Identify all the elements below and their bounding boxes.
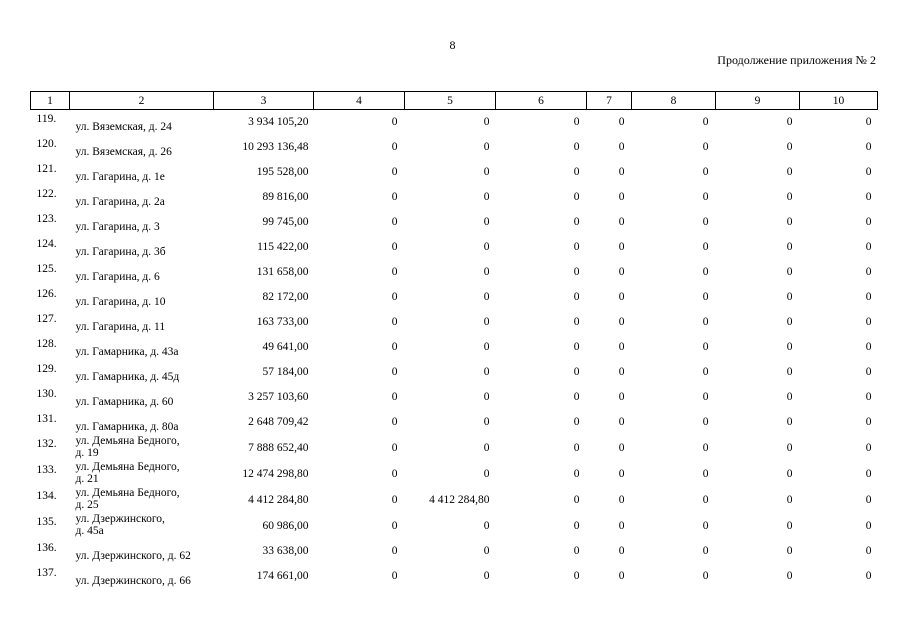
- cell-value-col-8: 0: [702, 391, 709, 403]
- cell-value-col-6: 0: [573, 191, 580, 203]
- cell-row-number: 124.: [36, 237, 57, 250]
- column-header-10: 10: [800, 92, 878, 110]
- cell-value-col-10: 0: [865, 316, 872, 328]
- cell-row-number: 120.: [36, 137, 57, 150]
- cell-value-col-5: 0: [483, 545, 490, 557]
- cell-amount-col-3: 3 257 103,60: [248, 391, 309, 403]
- cell-value-col-6: 0: [573, 366, 580, 378]
- cell-amount-col-3: 7 888 652,40: [248, 441, 309, 454]
- cell-value-col-4: 0: [391, 166, 398, 178]
- table-row: [31, 564, 878, 589]
- cell-value-col-9: 0: [786, 341, 793, 353]
- column-header-2: 2: [70, 92, 214, 110]
- cell-value-col-9: 0: [786, 519, 793, 532]
- cell-value-col-7: 0: [618, 216, 625, 228]
- cell-value-col-6: 0: [573, 467, 580, 480]
- table-row: [31, 285, 878, 310]
- cell-value-col-4: 0: [391, 116, 398, 129]
- cell-value-col-6: 0: [573, 519, 580, 532]
- cell-value-col-6: 0: [573, 341, 580, 353]
- cell-row-number: 137.: [36, 566, 57, 579]
- cell-value-col-5: 4 412 284,80: [429, 493, 490, 506]
- cell-value-col-9: 0: [786, 493, 793, 506]
- cell-row-number: 131.: [36, 412, 57, 425]
- column-header-6: 6: [496, 92, 587, 110]
- cell-amount-col-3: 33 638,00: [262, 545, 309, 557]
- cell-value-col-7: 0: [618, 316, 625, 328]
- column-header-5: 5: [405, 92, 496, 110]
- cell-amount-col-3: 89 816,00: [262, 191, 309, 203]
- cell-value-col-4: 0: [391, 141, 398, 153]
- cell-value-col-4: 0: [391, 191, 398, 203]
- cell-value-col-7: 0: [618, 519, 625, 532]
- cell-value-col-10: 0: [865, 441, 872, 454]
- cell-value-col-9: 0: [786, 467, 793, 480]
- cell-value-col-4: 0: [391, 341, 398, 353]
- cell-value-col-9: 0: [786, 216, 793, 228]
- cell-address: ул. Дзержинского, д. 66: [75, 574, 191, 587]
- cell-value-col-10: 0: [865, 341, 872, 353]
- cell-value-col-4: 0: [391, 316, 398, 328]
- cell-value-col-4: 0: [391, 570, 398, 582]
- cell-value-col-9: 0: [786, 441, 793, 454]
- cell-value-col-10: 0: [865, 166, 872, 178]
- cell-value-col-9: 0: [786, 316, 793, 328]
- cell-address: ул. Демьяна Бедного, д. 19: [75, 434, 180, 459]
- cell-row-number: 127.: [36, 312, 57, 325]
- cell-value-col-10: 0: [865, 519, 872, 532]
- cell-amount-col-3: 163 733,00: [256, 316, 309, 328]
- cell-value-col-6: 0: [573, 441, 580, 454]
- cell-amount-col-3: 195 528,00: [256, 166, 309, 178]
- cell-value-col-8: 0: [702, 266, 709, 278]
- cell-value-col-10: 0: [865, 141, 872, 153]
- cell-value-col-10: 0: [865, 416, 872, 428]
- cell-value-col-6: 0: [573, 266, 580, 278]
- cell-amount-col-3: 115 422,00: [257, 241, 309, 253]
- cell-value-col-7: 0: [618, 441, 625, 454]
- column-header-8: 8: [632, 92, 716, 110]
- table-body: [31, 110, 878, 589]
- cell-address: ул. Гамарника, д. 43а: [75, 345, 179, 358]
- cell-value-col-5: 0: [483, 416, 490, 428]
- cell-row-number: 136.: [36, 541, 57, 554]
- cell-value-col-7: 0: [618, 141, 625, 153]
- cell-value-col-7: 0: [618, 391, 625, 403]
- cell-amount-col-3: 131 658,00: [256, 266, 309, 278]
- cell-address: ул. Гамарника, д. 80а: [75, 420, 179, 433]
- cell-address: ул. Вяземская, д. 24: [75, 120, 172, 133]
- cell-value-col-8: 0: [702, 241, 709, 253]
- cell-amount-col-3: 12 474 298,80: [242, 467, 309, 480]
- cell-address: ул. Гагарина, д. 3: [75, 220, 160, 233]
- table-row: [31, 513, 878, 539]
- cell-amount-col-3: 82 172,00: [262, 291, 309, 303]
- cell-value-col-7: 0: [618, 266, 625, 278]
- cell-address: ул. Гамарника, д. 45д: [75, 370, 180, 383]
- cell-amount-col-3: 3 934 105,20: [248, 116, 309, 129]
- cell-value-col-8: 0: [702, 166, 709, 178]
- cell-value-col-9: 0: [786, 191, 793, 203]
- cell-value-col-10: 0: [865, 366, 872, 378]
- appendix-continuation-label: Продолжение приложения № 2: [717, 53, 876, 67]
- cell-value-col-5: 0: [483, 441, 490, 454]
- cell-address: ул. Гагарина, д. 3б: [75, 245, 166, 258]
- cell-value-col-9: 0: [786, 266, 793, 278]
- cell-value-col-10: 0: [865, 467, 872, 480]
- cell-address: ул. Гагарина, д. 11: [75, 320, 166, 333]
- cell-value-col-6: 0: [573, 416, 580, 428]
- cell-value-col-8: 0: [702, 141, 709, 153]
- cell-value-col-8: 0: [702, 570, 709, 582]
- cell-amount-col-3: 57 184,00: [262, 366, 309, 378]
- cell-value-col-5: 0: [483, 241, 490, 253]
- cell-address: ул. Гагарина, д. 6: [75, 270, 160, 283]
- cell-value-col-10: 0: [865, 266, 872, 278]
- cell-value-col-6: 0: [573, 141, 580, 153]
- cell-value-col-4: 0: [391, 416, 398, 428]
- cell-value-col-8: 0: [702, 291, 709, 303]
- cell-value-col-8: 0: [702, 441, 709, 454]
- table-row: [31, 410, 878, 435]
- cell-row-number: 125.: [36, 262, 57, 275]
- cell-value-col-4: 0: [391, 441, 398, 454]
- column-header-4: 4: [314, 92, 405, 110]
- cell-value-col-9: 0: [786, 291, 793, 303]
- cell-value-col-7: 0: [618, 366, 625, 378]
- cell-row-number: 123.: [36, 212, 57, 225]
- cell-address: ул. Гагарина, д. 10: [75, 295, 166, 308]
- cell-value-col-6: 0: [573, 316, 580, 328]
- cell-value-col-8: 0: [702, 493, 709, 506]
- cell-value-col-8: 0: [702, 316, 709, 328]
- cell-value-col-6: 0: [573, 166, 580, 178]
- cell-value-col-6: 0: [573, 241, 580, 253]
- cell-address: ул. Дзержинского, д. 45а: [75, 512, 165, 537]
- cell-value-col-10: 0: [865, 570, 872, 582]
- cell-value-col-4: 0: [391, 545, 398, 557]
- cell-value-col-6: 0: [573, 291, 580, 303]
- cell-value-col-5: 0: [483, 519, 490, 532]
- cell-value-col-9: 0: [786, 545, 793, 557]
- cell-amount-col-3: 174 661,00: [256, 570, 309, 582]
- table-row: [31, 360, 878, 385]
- cell-value-col-4: 0: [391, 391, 398, 403]
- cell-row-number: 134.: [36, 489, 57, 502]
- column-header-3: 3: [214, 92, 314, 110]
- cell-value-col-7: 0: [618, 166, 625, 178]
- table-row: [31, 461, 878, 487]
- cell-value-col-9: 0: [786, 166, 793, 178]
- cell-value-col-5: 0: [483, 391, 490, 403]
- cell-value-col-6: 0: [573, 116, 580, 129]
- cell-value-col-5: 0: [483, 216, 490, 228]
- cell-amount-col-3: 2 648 709,42: [248, 416, 309, 428]
- cell-row-number: 132.: [36, 437, 57, 450]
- cell-value-col-6: 0: [573, 391, 580, 403]
- cell-value-col-4: 0: [391, 493, 398, 506]
- cell-value-col-8: 0: [702, 467, 709, 480]
- table-row: [31, 260, 878, 285]
- cell-value-col-5: 0: [483, 266, 490, 278]
- cell-value-col-7: 0: [618, 341, 625, 353]
- cell-value-col-5: 0: [483, 316, 490, 328]
- cell-value-col-5: 0: [483, 467, 490, 480]
- cell-value-col-7: 0: [618, 241, 625, 253]
- cell-row-number: 122.: [36, 187, 57, 200]
- table-row: [31, 310, 878, 335]
- cell-row-number: 133.: [36, 463, 57, 476]
- cell-value-col-10: 0: [865, 216, 872, 228]
- table-row: [31, 110, 878, 135]
- table-row: [31, 539, 878, 564]
- cell-row-number: 129.: [36, 362, 57, 375]
- cell-amount-col-3: 99 745,00: [262, 216, 309, 228]
- cell-value-col-4: 0: [391, 291, 398, 303]
- cell-value-col-10: 0: [865, 391, 872, 403]
- cell-value-col-9: 0: [786, 416, 793, 428]
- table-row: [31, 185, 878, 210]
- cell-row-number: 119.: [36, 113, 57, 125]
- cell-value-col-10: 0: [865, 191, 872, 203]
- cell-value-col-4: 0: [391, 366, 398, 378]
- cell-value-col-9: 0: [786, 366, 793, 378]
- cell-address: ул. Демьяна Бедного, д. 21: [75, 460, 180, 485]
- cell-address: ул. Дзержинского, д. 62: [75, 549, 191, 562]
- cell-address: ул. Вяземская, д. 26: [75, 145, 172, 158]
- cell-row-number: 121.: [36, 162, 57, 175]
- cell-address: ул. Гагарина, д. 1е: [75, 170, 165, 183]
- column-header-7: 7: [587, 92, 632, 110]
- cell-value-col-7: 0: [618, 416, 625, 428]
- cell-row-number: 135.: [36, 515, 57, 528]
- cell-value-col-10: 0: [865, 291, 872, 303]
- cell-value-col-5: 0: [483, 116, 490, 129]
- cell-value-col-9: 0: [786, 116, 793, 129]
- cell-value-col-8: 0: [702, 116, 709, 129]
- cell-value-col-9: 0: [786, 241, 793, 253]
- cell-value-col-9: 0: [786, 570, 793, 582]
- cell-amount-col-3: 49 641,00: [262, 341, 309, 353]
- page-number: 8: [449, 38, 456, 52]
- cell-value-col-5: 0: [483, 166, 490, 178]
- cell-value-col-7: 0: [618, 291, 625, 303]
- cell-value-col-10: 0: [865, 116, 872, 129]
- cell-value-col-6: 0: [573, 570, 580, 582]
- cell-value-col-5: 0: [483, 191, 490, 203]
- cell-value-col-6: 0: [573, 216, 580, 228]
- cell-value-col-8: 0: [702, 519, 709, 532]
- table-row: [31, 385, 878, 410]
- table-row: [31, 487, 878, 513]
- cell-value-col-8: 0: [702, 191, 709, 203]
- cell-value-col-5: 0: [483, 570, 490, 582]
- cell-value-col-7: 0: [618, 570, 625, 582]
- cell-value-col-5: 0: [483, 341, 490, 353]
- cell-value-col-8: 0: [702, 416, 709, 428]
- cell-address: ул. Гагарина, д. 2а: [75, 195, 165, 208]
- cell-value-col-10: 0: [865, 241, 872, 253]
- cell-value-col-4: 0: [391, 519, 398, 532]
- table-row: [31, 135, 878, 160]
- cell-value-col-8: 0: [702, 216, 709, 228]
- cell-value-col-7: 0: [618, 467, 625, 480]
- cell-value-col-4: 0: [391, 216, 398, 228]
- cell-address: ул. Демьяна Бедного, д. 25: [75, 486, 180, 511]
- cell-value-col-7: 0: [618, 493, 625, 506]
- cell-value-col-5: 0: [483, 291, 490, 303]
- cell-value-col-10: 0: [865, 493, 872, 506]
- cell-value-col-4: 0: [391, 266, 398, 278]
- cell-value-col-10: 0: [865, 545, 872, 557]
- table-row: [31, 335, 878, 360]
- table-row: [31, 160, 878, 185]
- cell-value-col-5: 0: [483, 141, 490, 153]
- table-row: [31, 435, 878, 461]
- cell-row-number: 128.: [36, 337, 57, 350]
- column-header-1: 1: [31, 92, 70, 110]
- cell-amount-col-3: 10 293 136,48: [242, 141, 309, 153]
- cell-value-col-8: 0: [702, 545, 709, 557]
- cell-row-number: 126.: [36, 287, 57, 300]
- column-header-9: 9: [716, 92, 800, 110]
- header-row: [31, 92, 878, 110]
- cell-amount-col-3: 4 412 284,80: [248, 493, 309, 506]
- cell-address: ул. Гамарника, д. 60: [75, 395, 174, 408]
- cell-value-col-5: 0: [483, 366, 490, 378]
- cell-amount-col-3: 60 986,00: [262, 519, 309, 532]
- cell-value-col-4: 0: [391, 241, 398, 253]
- cell-value-col-9: 0: [786, 391, 793, 403]
- cell-value-col-7: 0: [618, 116, 625, 129]
- table-row: [31, 210, 878, 235]
- cell-value-col-4: 0: [391, 467, 398, 480]
- cell-value-col-7: 0: [618, 191, 625, 203]
- data-table: [30, 91, 878, 589]
- cell-value-col-8: 0: [702, 341, 709, 353]
- cell-row-number: 130.: [36, 387, 57, 400]
- table-header: [31, 92, 878, 110]
- cell-value-col-8: 0: [702, 366, 709, 378]
- cell-value-col-6: 0: [573, 493, 580, 506]
- cell-value-col-7: 0: [618, 545, 625, 557]
- cell-value-col-9: 0: [786, 141, 793, 153]
- table-row: [31, 235, 878, 260]
- cell-value-col-6: 0: [573, 545, 580, 557]
